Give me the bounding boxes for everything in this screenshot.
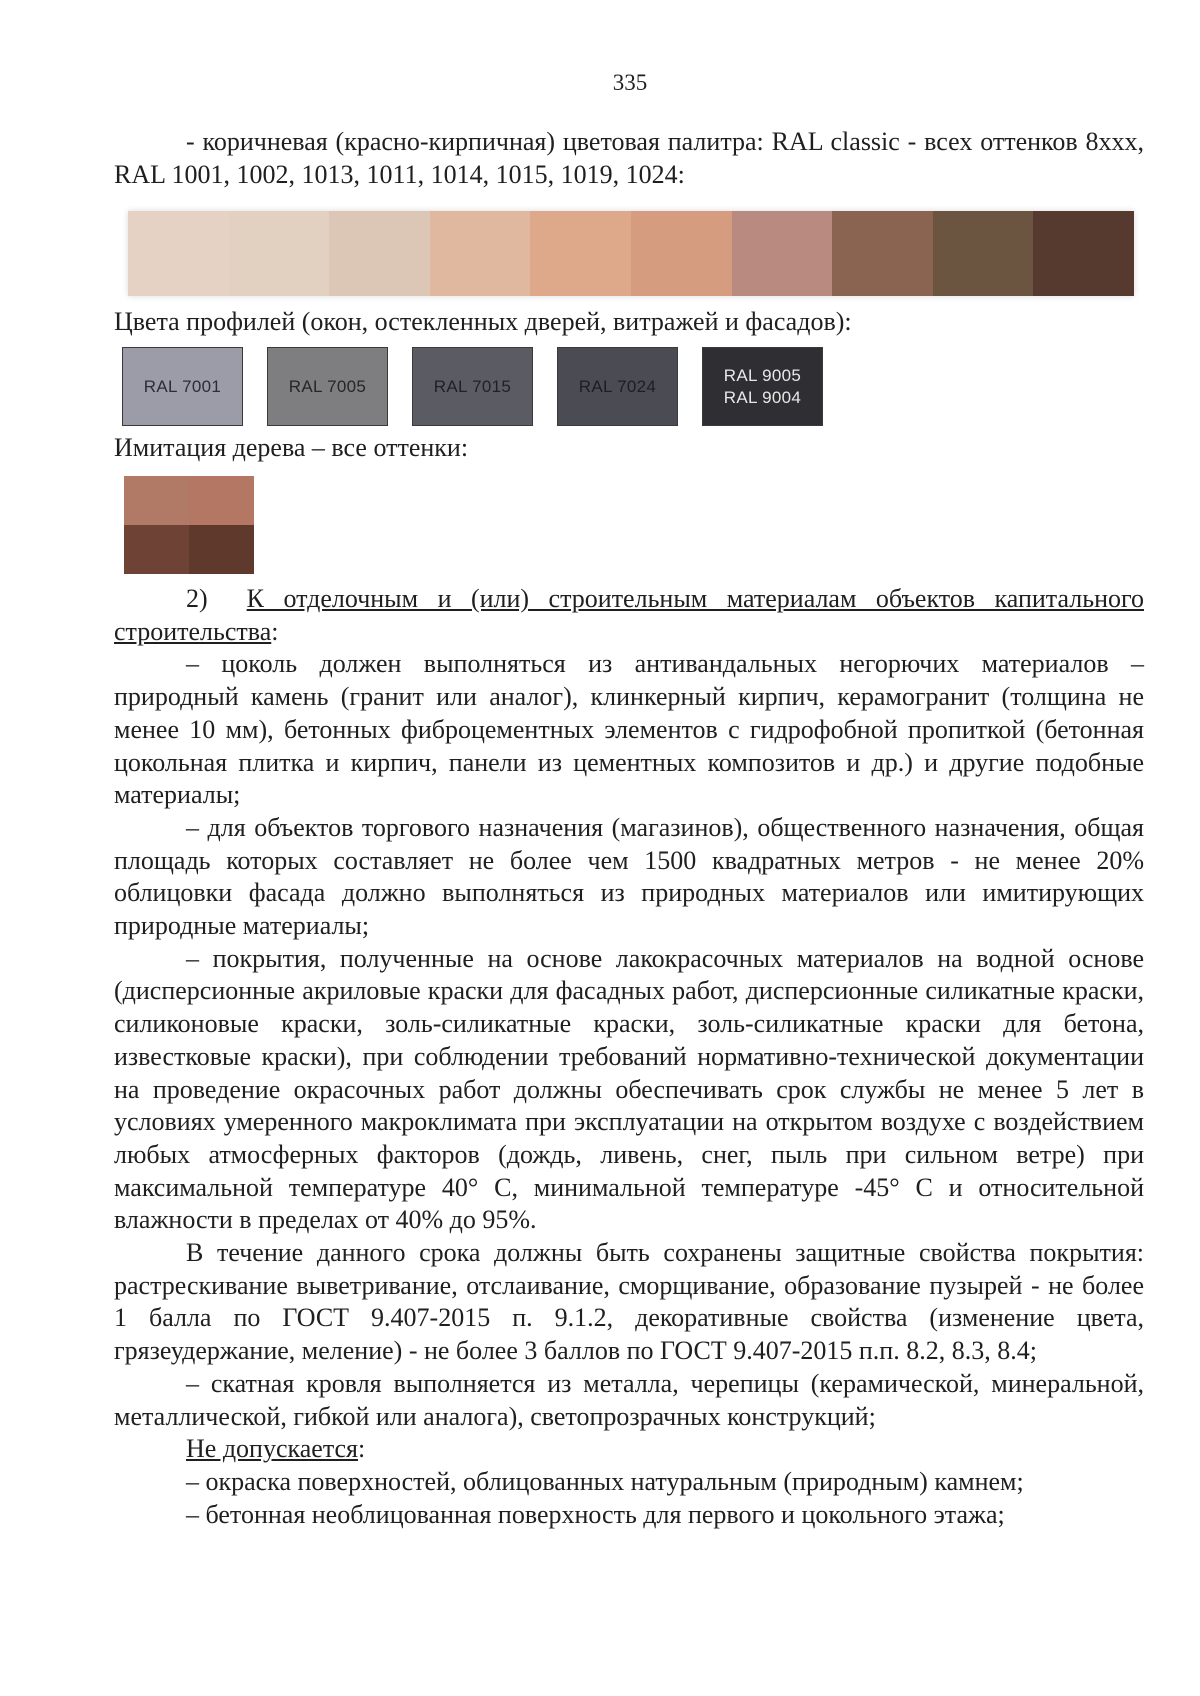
wood-imitation-swatch: [124, 476, 254, 574]
profile-swatch: [267, 347, 388, 426]
list-item: – цоколь должен выполняться из антивандальных негорючих материалов – природный камень (гранит или аналог), клинкерный кирпич, керамогранит (толщина не менее 10 мм), бетонных фиброцементных элементов с гидрофобной пропиткой (бетонная цокольная плитка и кирпич, панели из цементных композитов и др.) и другие подобные материалы;: [114, 649, 1144, 810]
profile-swatch: [557, 347, 678, 426]
profile-swatch-label: RAL 7015: [433, 376, 512, 396]
not-allowed-colon: :: [358, 1434, 366, 1464]
palette-swatch: [732, 211, 833, 296]
not-allowed-title: Не допускается: [186, 1434, 358, 1464]
profile-swatch: [122, 347, 243, 426]
not-allowed-heading: [114, 1433, 1144, 1466]
profile-swatch-label: RAL 7001: [143, 376, 222, 396]
not-allowed-item: – окраска поверхностей, облицованных натуральным (природным) камнем;: [186, 1466, 1024, 1496]
wood-heading: Имитация дерева – все оттенки:: [114, 433, 469, 462]
profile-swatch-label: RAL 7024: [578, 376, 657, 396]
profile-swatch: [702, 347, 823, 426]
palette-swatch: [329, 211, 430, 296]
profiles-heading: Цвета профилей (окон, остекленных дверей, витражей и фасадов):: [114, 307, 852, 336]
profile-swatch-label: RAL 7005: [288, 376, 367, 396]
wood-tile: [189, 525, 254, 574]
palette-swatch: [128, 211, 229, 296]
palette-swatch: [631, 211, 732, 296]
palette-swatch: [832, 211, 933, 296]
palette-swatch: [229, 211, 330, 296]
profile-swatch-label: RAL 9005: [723, 365, 802, 385]
profile-color-swatches: [122, 347, 822, 427]
section-2-heading: [114, 583, 1144, 648]
section-title-colon: :: [271, 616, 279, 646]
list-item: В течение данного срока должны быть сохранены защитные свойства покрытия: растрескивание выветривание, отслаивание, сморщивание, образование пузырей - не более 1 балла по ГОСТ 9.407-2015 п. 9.1.2, декоративные свойства (изменение цвета, грязеудержание, меление) - не более 3 баллов по ГОСТ 9.407-2015 п.п. 8.2, 8.3, 8.4;: [114, 1238, 1144, 1366]
list-item: – покрытия, полученные на основе лакокрасочных материалов на водной основе (дисперсионные акриловые краски для фасадных работ, дисперсионные силикатные краски, силиконовые краски, золь-силикатные краски, золь-силикатные краски для бетона, известковые краски), при соблюдении требований нормативно-технической документации на проведение окрасочных работ должны обеспечивать срок службы не менее 5 лет в условиях умеренного макроклимата при эксплуатации на открытом воздухе с воздействием любых атмосферных факторов (дождь, ливень, снег, пыль при сильном ветре) при максимальной температуре 40° С, минимальной температуре -45° С и относительной влажности в пределах от 40% до 95%.: [114, 943, 1144, 1235]
section-title: К отделочным и (или) строительным материалам объектов капитального строительства: [114, 584, 1145, 646]
page-number: 335: [612, 70, 648, 95]
wood-tile: [124, 476, 189, 525]
brown-color-palette: [128, 211, 1134, 296]
list-item: – для объектов торгового назначения (магазинов), общественного назначения, общая площадь которых составляет не более чем 1500 квадратных метров - не менее 20% облицовки фасада должно выполняться из природных материалов или имитирующих природные материалы;: [114, 812, 1144, 941]
palette-swatch: [1033, 211, 1134, 296]
wood-tile: [124, 525, 189, 574]
profile-swatch-label: RAL 9004: [723, 387, 802, 407]
palette-intro-paragraph: - коричневая (красно-кирпичная) цветовая палитра: RAL classic - всех оттенков 8ххх, RAL 1001, 1002, 1013, 1011, 1014, 1015, 1019, 1024:: [114, 127, 1144, 189]
profile-swatch: [412, 347, 533, 426]
palette-swatch: [430, 211, 531, 296]
palette-swatch: [530, 211, 631, 296]
section-number: 2): [186, 584, 208, 613]
list-item: – скатная кровля выполняется из металла, черепицы (керамической, минеральной, металлической, гибкой или аналога), светопрозрачных конструкций;: [114, 1368, 1144, 1431]
wood-tile: [189, 476, 254, 525]
main-text-block: [114, 583, 1144, 1531]
palette-swatch: [933, 211, 1034, 296]
not-allowed-item: – бетонная необлицованная поверхность для первого и цокольного этажа;: [186, 1499, 1005, 1529]
